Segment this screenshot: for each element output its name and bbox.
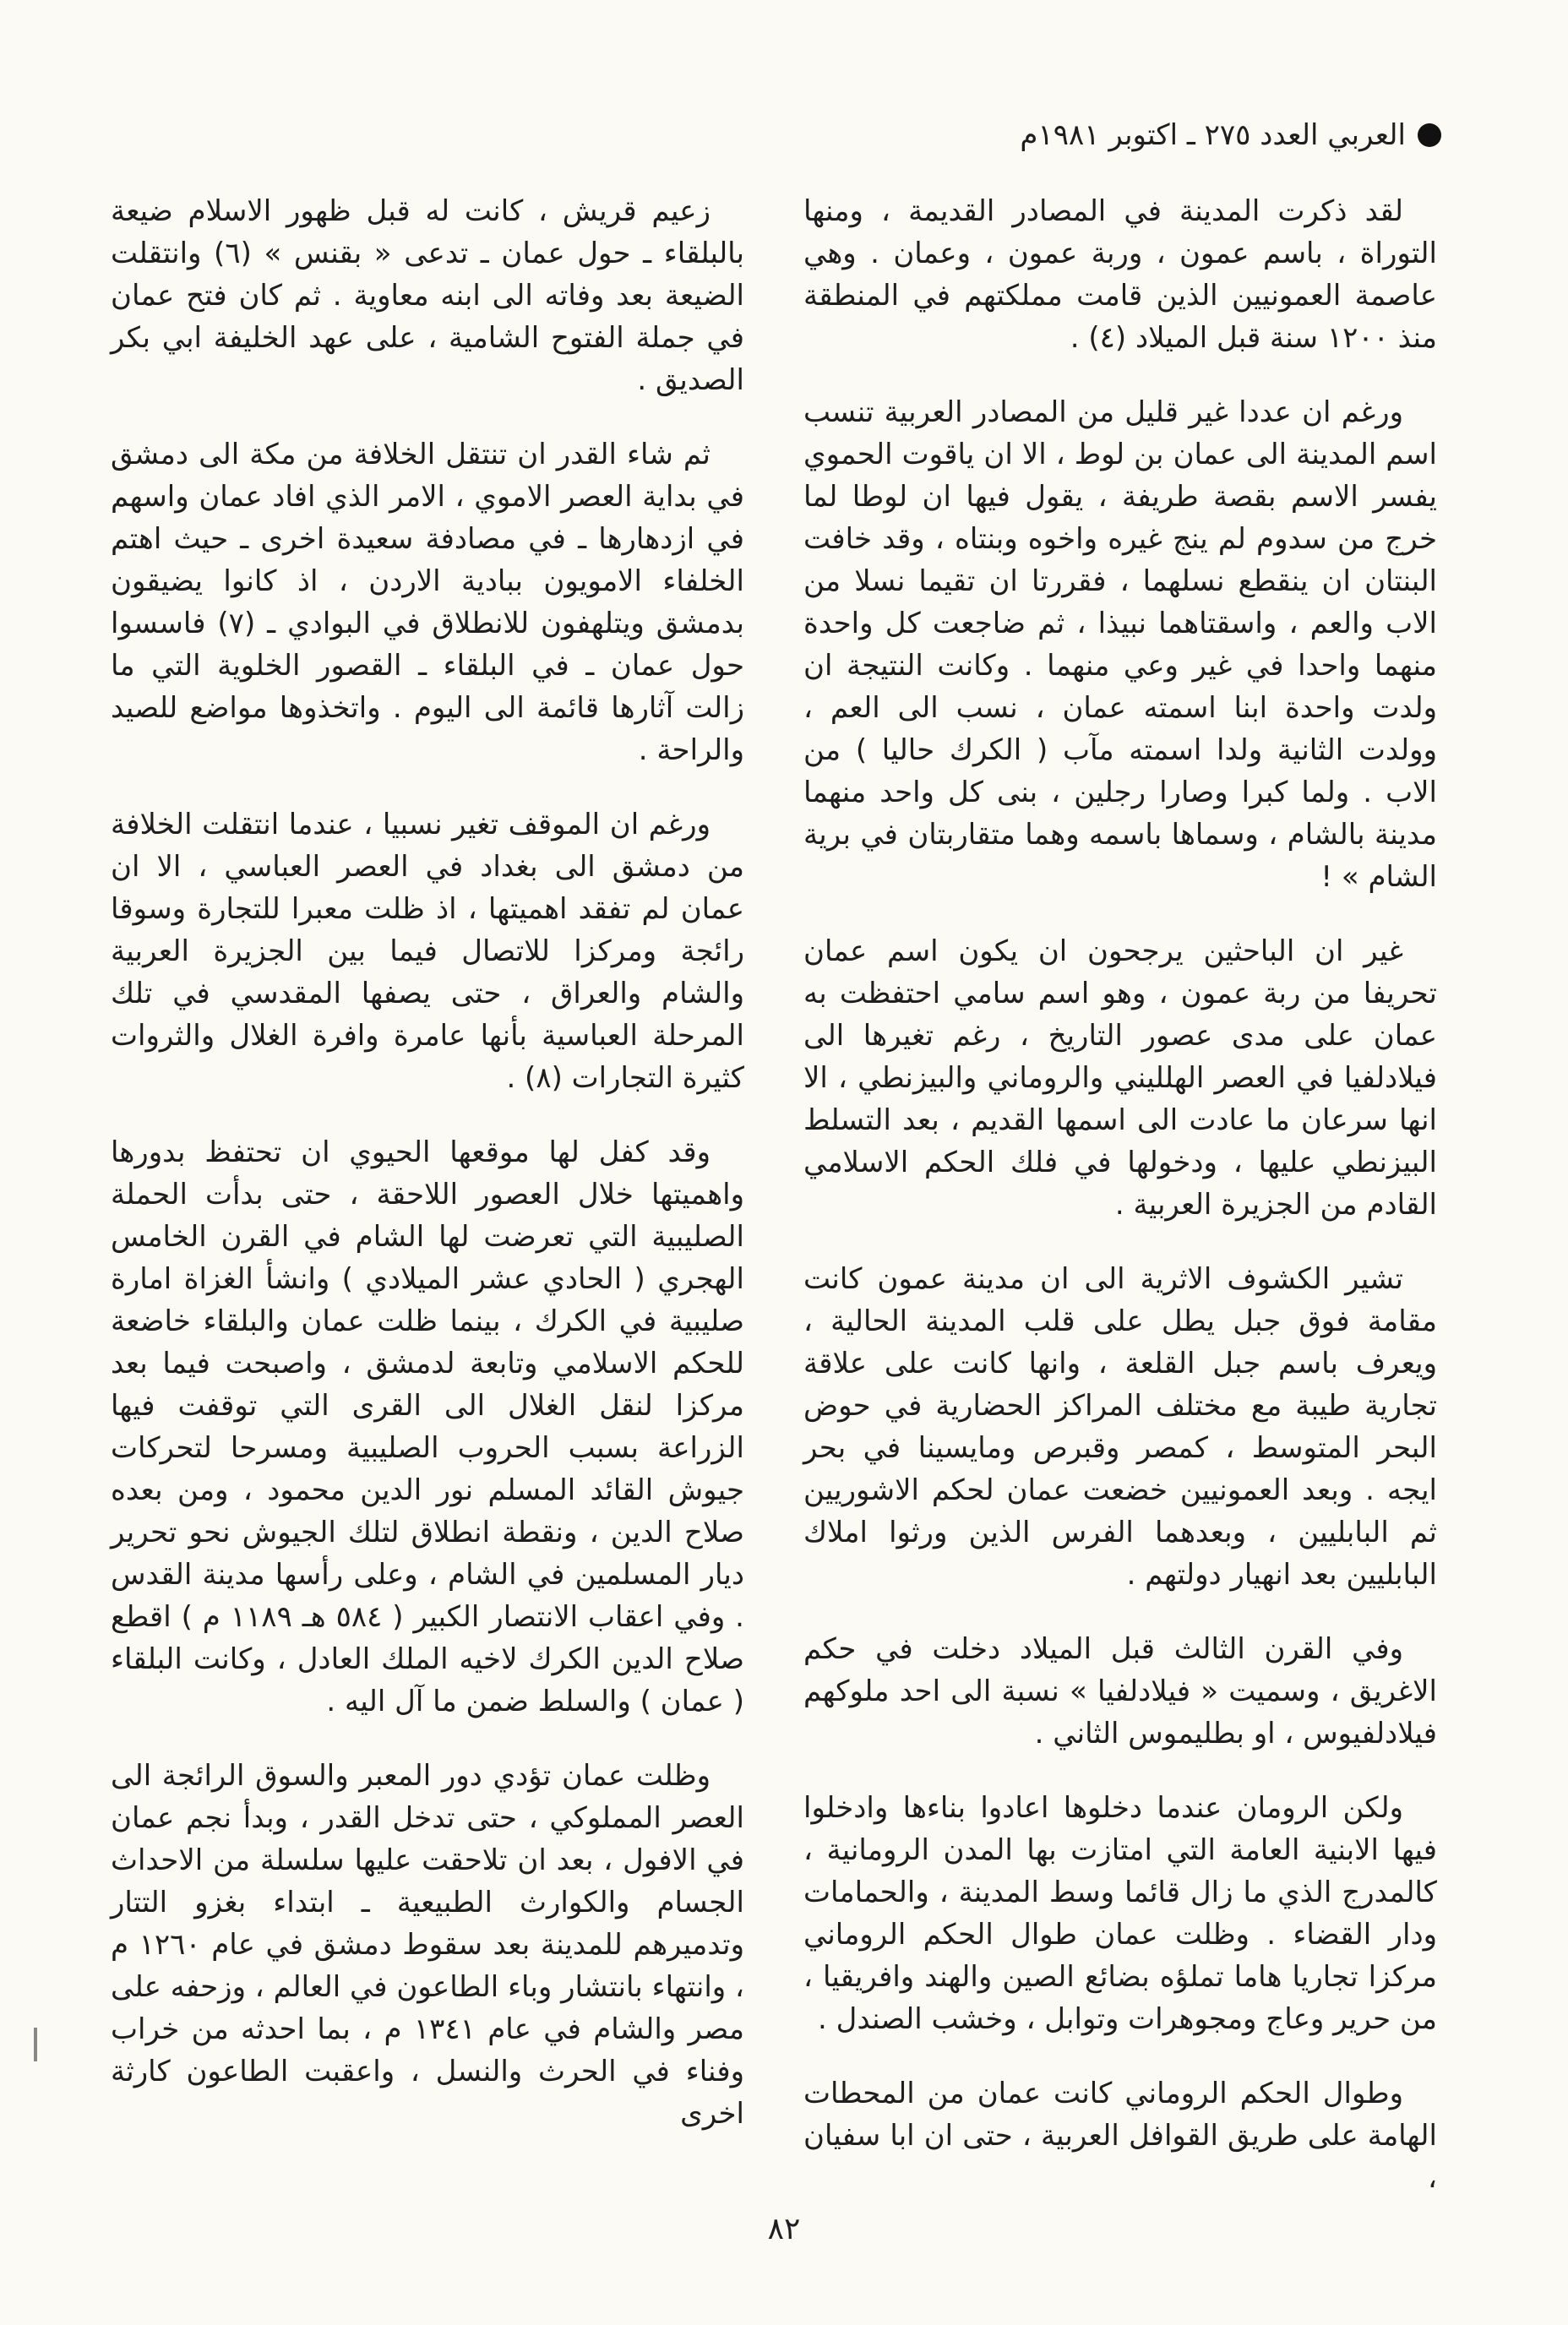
right-column — [803, 190, 1437, 2231]
paragraph: زعيم قريش ، كانت له قبل ظهور الاسلام ضيعة بالبلقاء ـ حول عمان ـ تدعى « بقنس » (٦) وانتقلت الضيعة بعد وفاته الى ابنه معاوية . ثم كان فتح عمان في جملة الفتوح الشامية ، على عهد الخليفة ابي بكر الصديق . — [111, 194, 744, 397]
paragraph: لقد ذكرت المدينة في المصادر القديمة ، ومنها التوراة ، باسم عمون ، وربة عمون ، وعمان . وهي عاصمة العمونيين الذين قامت مملكتهم في المنطقة منذ ١٢٠٠ سنة قبل الميلاد (٤) . — [803, 194, 1437, 355]
paragraph: ولكن الرومان عندما دخلوها اعادوا بناءها وادخلوا فيها الابنية العامة التي امتازت بها المدن الرومانية ، كالمدرج الذي ما زال قائما وسط المدينة ، والحمامات ودار القضاء . وظلت عمان طوال الحكم الروماني مركزا تجاريا هاما تملؤه بضائع الصين والهند وافريقيا ، من حرير وعاج ومجوهرات وتوابل ، وخشب الصندل . — [803, 1791, 1437, 2036]
running-head — [1020, 118, 1441, 152]
paragraph: وظلت عمان تؤدي دور المعبر والسوق الرائجة الى العصر المملوكي ، حتى تدخل القدر ، وبدأ نجم عمان في الافول ، بعد ان تلاحقت عليها سلسلة من الاحداث الجسام والكوارث الطبيعية ـ ابتداء بغزو التتار وتدميرهم للمدينة بعد سقوط دمشق في عام ١٢٦٠ م ، وانتهاء بانتشار وباء الطاعون في العالم ، وزحفه على مصر والشام في عام ١٣٤١ م ، بما احدثه من خراب وفناء في الحرث والنسل ، واعقبت الطاعون كارثة اخرى — [111, 1759, 744, 2131]
paragraph: وطوال الحكم الروماني كانت عمان من المحطات الهامة على طريق القوافل العربية ، حتى ان ابا سفيان ، — [803, 2077, 1437, 2195]
paragraph: ثم شاء القدر ان تنتقل الخلافة من مكة الى دمشق في بداية العصر الاموي ، الامر الذي افاد عمان واسهم في ازدهارها ـ في مصادفة سعيدة اخرى ـ حيث اهتم الخلفاء الامويون ببادية الاردن ، اذ كانوا يضيقون بدمشق ويتلهفون للانطلاق في البوادي ـ (٧) فاسسوا حول عمان ـ في البلقاء ـ القصور الخلوية التي ما زالت آثارها قائمة الى اليوم . واتخذوها مواضع للصيد والراحة . — [111, 438, 745, 767]
paragraph: ورغم ان عددا غير قليل من المصادر العربية تنسب اسم المدينة الى عمان بن لوط ، الا ان ياقوت الحموي يفسر الاسم بقصة طريفة ، يقول فيها ان لوطا لما خرج من سدوم لم ينج غيره واخوه وبنتاه ، وقد خافت البنتان ان ينقطع نسلهما ، فقررتا ان تقيما نسلا من الاب والعم ، واسقتاهما نبيذا ، ثم ضاجعت كل واحدة منهما واحدا في غير وعي منهما . وكانت النتيجة ان ولدت واحدة ابنا اسمته عمان ، نسب الى العم ، وولدت الثانية ولدا اسمته مآب ( الكرك حاليا ) من الاب . ولما كبرا وصارا رجلين ، بنى كل واحد منهما مدينة بالشام ، وسماها باسمه وهما متقاربتان في برية الشام » ! — [803, 395, 1437, 894]
margin-mark — [34, 2028, 37, 2061]
running-head-text: العربي العدد ٢٧٥ ـ اكتوبر ١٩٨١م — [1020, 118, 1406, 152]
page-number: ٨٢ — [767, 2212, 801, 2246]
paragraph: غير ان الباحثين يرجحون ان يكون اسم عمان تحريفا من ربة عمون ، وهو اسم سامي احتفظت به عمان على مدى عصور التاريخ ، رغم تغيرها الى فيلادلفيا في العصر الهلليني والروماني والبيزنطي ، الا انها سرعان ما عادت الى اسمها القديم ، بعد التسلط البيزنطي عليها ، ودخولها في فلك الحكم الاسلامي القادم من الجزيرة العربية . — [803, 934, 1437, 1222]
paragraph: وفي القرن الثالث قبل الميلاد دخلت في حكم الاغريق ، وسميت « فيلادلفيا » نسبة الى احد ملوكهم فيلادلفيوس ، او بطليموس الثاني . — [803, 1632, 1437, 1751]
paragraph: وقد كفل لها موقعها الحيوي ان تحتفظ بدورها واهميتها خلال العصور اللاحقة ، حتى بدأت الحملة الصليبية التي تعرضت لها الشام في القرن الخامس الهجري ( الحادي عشر الميلادي ) وانشأ الغزاة امارة صليبية في الكرك ، بينما ظلت عمان والبلقاء خاضعة للحكم الاسلامي وتابعة لدمشق ، واصبحت فيما بعد مركزا لنقل الغلال الى القرى التي توقفت فيها الزراعة بسبب الحروب الصليبية ومسرحا لتحركات جيوش القائد المسلم نور الدين محمود ، ومن بعده صلاح الدين ، ونقطة انطلاق لتلك الجيوش نحو تحرير ديار المسلمين في الشام ، وعلى رأسها مدينة القدس . وفي اعقاب الانتصار الكبير ( ٥٨٤ هـ ١١٨٩ م ) اقطع صلاح الدين الكرك لاخيه الملك العادل ، وكانت البلقاء ( عمان ) والسلط ضمن ما آل اليه . — [111, 1135, 744, 1718]
left-column — [111, 190, 744, 2167]
bullet-icon — [1418, 123, 1441, 147]
paragraph: تشير الكشوف الاثرية الى ان مدينة عمون كانت مقامة فوق جبل يطل على قلب المدينة الحالية ، ويعرف باسم جبل القلعة ، وانها كانت على علاقة تجارية طيبة مع مختلف المراكز الحضارية في حوض البحر المتوسط ، كمصر وقبرص ومايسينا في بحر ايجه . وبعد العمونيين خضعت عمان لحكم الاشوريين ثم البابليين ، وبعدهما الفرس الذين ورثوا املاك البابليين بعد انهيار دولتهم . — [803, 1262, 1437, 1592]
paragraph: ورغم ان الموقف تغير نسبيا ، عندما انتقلت الخلافة من دمشق الى بغداد في العصر العباسي ، الا ان عمان لم تفقد اهميتها ، اذ ظلت معبرا للتجارة وسوقا رائجة ومركزا للاتصال فيما بين الجزيرة العربية والشام والعراق ، حتى يصفها المقدسي في تلك المرحلة العباسية بأنها عامرة وافرة الغلال والثروات كثيرة التجارات (٨) . — [111, 808, 744, 1095]
